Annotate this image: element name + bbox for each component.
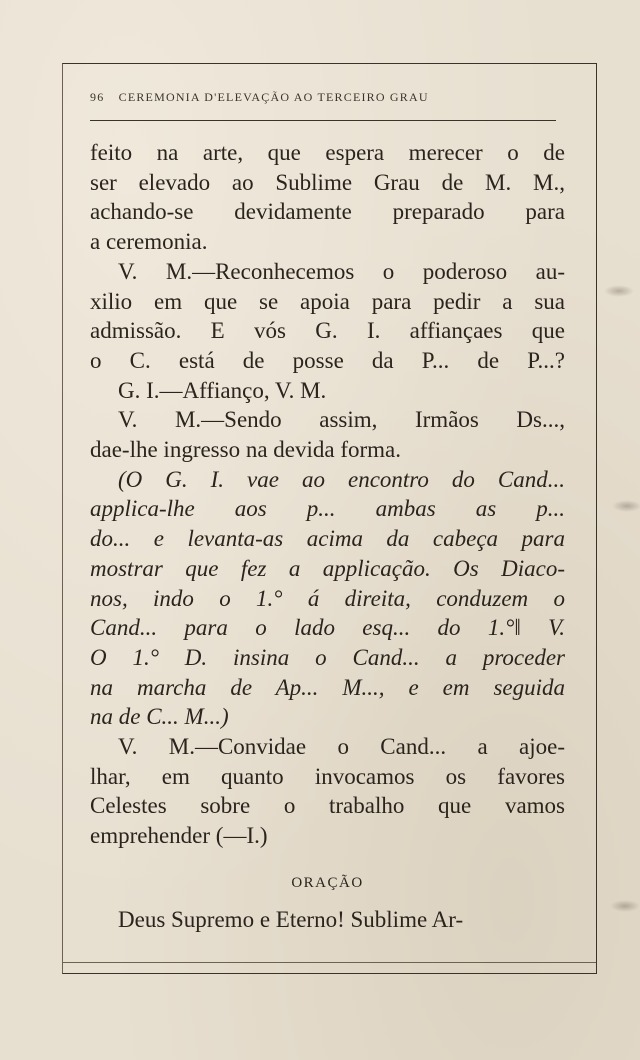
bottom-rule bbox=[62, 962, 596, 963]
stage-direction-line: do... e levanta-as acima da cabeça para bbox=[90, 526, 565, 552]
stage-direction-line: nos, indo o 1.° á direita, conduzem o bbox=[90, 585, 565, 611]
text-line: G. I.—Affianço, V. M. bbox=[118, 377, 327, 403]
paper-stain bbox=[612, 500, 640, 512]
text-line: ser elevado ao Sublime Grau de M. M., bbox=[90, 169, 565, 195]
stage-direction-line: applica-lhe aos p... ambas as p... bbox=[90, 496, 565, 522]
paper-stain bbox=[604, 285, 634, 297]
text-line: V. M.—Sendo assim, Irmãos Ds..., bbox=[118, 407, 565, 433]
text-line: dae-lhe ingresso na devida forma. bbox=[90, 437, 402, 463]
text-line: achando-se devidamente preparado para bbox=[90, 199, 565, 225]
text-line: V. M.—Reconhecemos o poderoso au- bbox=[118, 258, 565, 284]
text-line: V. M.—Convidae o Cand... a ajoe- bbox=[118, 734, 565, 760]
paper-stain bbox=[610, 900, 640, 912]
prayer-line: Deus Supremo e Eterno! Sublime Ar- bbox=[118, 906, 464, 932]
text-line: o C. está de posse da P... de P...? bbox=[90, 347, 565, 373]
text-line: feito na arte, que espera merecer o de bbox=[90, 140, 565, 165]
text-line: xilio em que se apoia para pedir a sua bbox=[90, 288, 565, 314]
text-line: Celestes sobre o trabalho que vamos bbox=[90, 793, 565, 819]
text-line: a ceremonia. bbox=[90, 229, 208, 255]
text-line: emprehender (—I.) bbox=[90, 823, 268, 849]
header-rule bbox=[90, 120, 556, 121]
stage-direction-line: na de C... M...) bbox=[90, 704, 229, 730]
section-heading: ORAÇÃO bbox=[291, 874, 364, 891]
stage-direction-line: na marcha de Ap... M..., e em seguida bbox=[90, 674, 565, 700]
running-header bbox=[90, 90, 560, 105]
text-line: admissão. E vós G. I. affiançaes que bbox=[90, 318, 565, 344]
page-number: 96 bbox=[90, 90, 105, 104]
body-text bbox=[90, 138, 565, 934]
stage-direction-line: Cand... para o lado esq... do 1.°‖ V. bbox=[90, 615, 565, 641]
stage-direction-line: mostrar que fez a applicação. Os Diaco- bbox=[90, 555, 565, 581]
running-title: CEREMONIA D'ELEVAÇÃO AO TERCEIRO GRAU bbox=[118, 90, 429, 104]
text-line: lhar, em quanto invocamos os favores bbox=[90, 763, 565, 789]
stage-direction-line: (O G. I. vae ao encontro do Cand... bbox=[118, 466, 565, 492]
stage-direction-line: O 1.° D. insina o Cand... a proceder bbox=[90, 644, 565, 670]
